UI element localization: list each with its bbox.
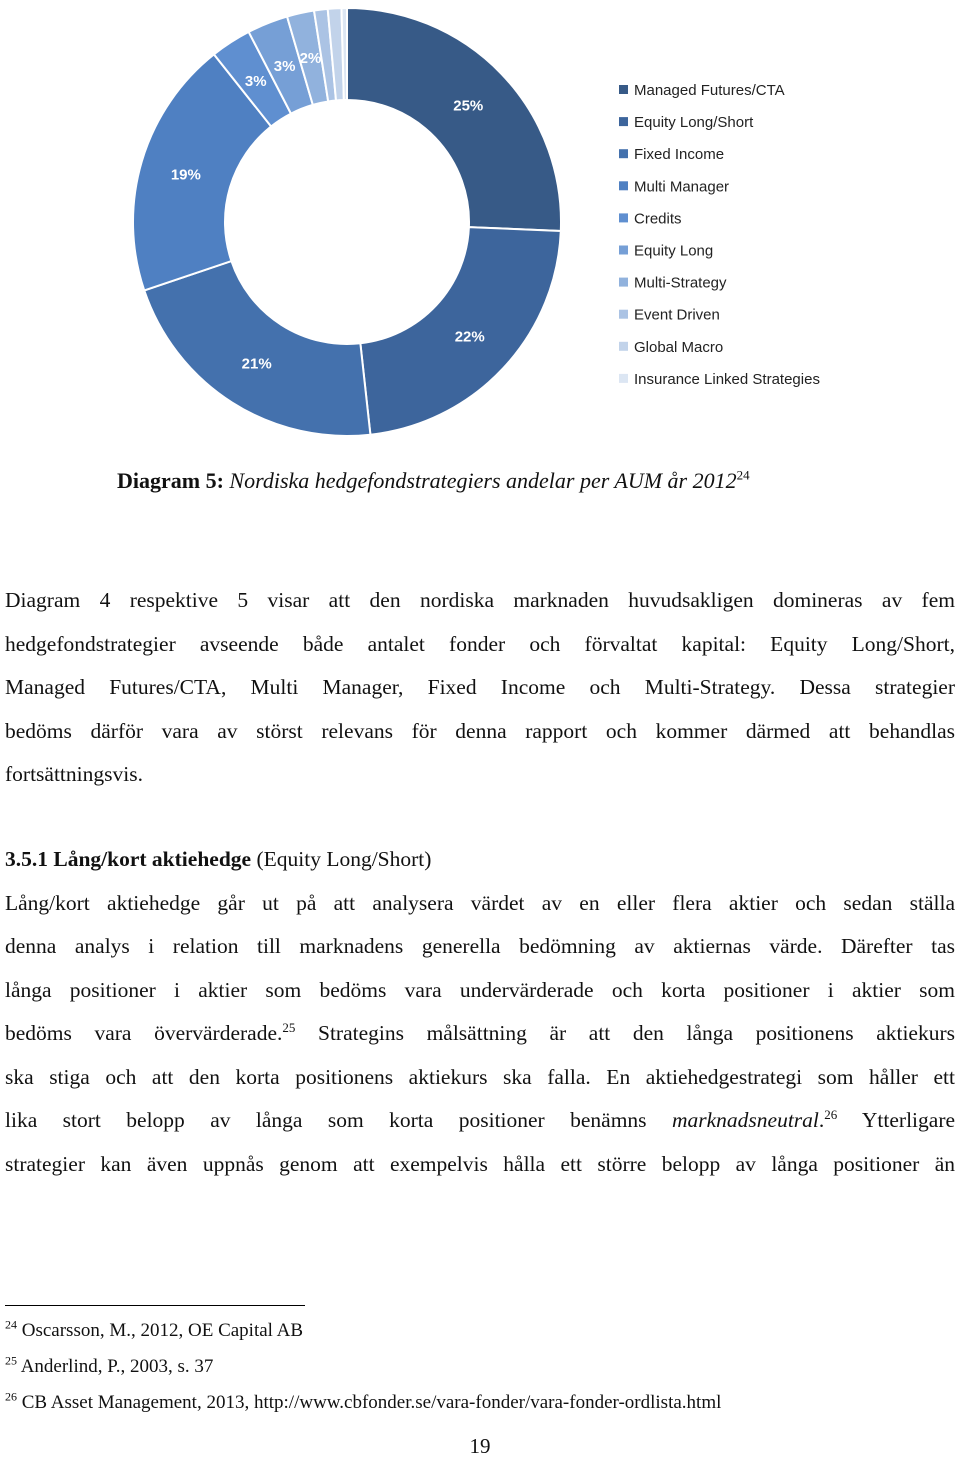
legend-swatch [619, 181, 628, 190]
footnote [5, 1353, 214, 1378]
paragraph-line: fortsättningsvis. [5, 762, 143, 786]
paragraph-line: bedöms därför vara av störst relevans för denna rapport och kommer därmed att behandlas [5, 718, 955, 743]
caption-prefix: Diagram 5: [117, 468, 224, 493]
slice-percent-label [302, 0, 323, 2]
legend-item [619, 114, 754, 131]
legend-item [619, 371, 820, 388]
legend-label: Equity Long [634, 242, 714, 260]
section-line: långa positioner i aktier som bedöms vara undervärderade och korta positioner i aktier som [5, 977, 955, 1002]
donut-slice-managed-futures-cta [347, 8, 561, 231]
section-line [5, 1012, 955, 1056]
footnote-ref-26: 26 [824, 1106, 838, 1122]
legend-label: Multi-Strategy [634, 274, 727, 292]
section-heading-rest: (Equity Long/Short) [256, 847, 432, 871]
footnote-text: Oscarsson, M., 2012, OE Capital AB [21, 1320, 304, 1341]
legend-item [619, 82, 785, 99]
slice-percent-label: 25% [453, 97, 484, 115]
donut-chart [0, 0, 960, 440]
footnote-number: 25 [5, 1353, 17, 1368]
line4-b: Strategins målsättning är att den långa positionens aktiekurs [317, 1021, 955, 1045]
legend-item [619, 243, 713, 260]
legend-item [619, 146, 724, 163]
section-long-short [5, 838, 955, 1186]
footnote-ref-25: 25 [282, 1019, 296, 1035]
line4-a: bedöms vara övervärderade. [5, 1021, 283, 1045]
footnote [5, 1389, 722, 1414]
legend-swatch [619, 310, 628, 319]
figure-caption [117, 468, 750, 494]
slice-percent-label: 3% [273, 58, 296, 76]
legend-swatch [619, 117, 628, 126]
section-line: strategier kan även uppnås genom att exempelvis hålla ett större belopp av långa positioner än [5, 1151, 955, 1176]
legend-item [619, 275, 727, 292]
section-line: ska stiga och att den korta positionens aktiekurs ska falla. En aktiehedgestrategi som håller ett [5, 1064, 955, 1089]
slice-percent-label: 22% [454, 328, 485, 346]
legend-label: Insurance Linked Strategies [634, 370, 820, 388]
legend-swatch [619, 374, 628, 383]
legend-label: Equity Long/Short [634, 114, 754, 132]
slice-percent-label: 21% [241, 355, 272, 373]
legend-swatch [619, 149, 628, 158]
line6-dot: . [818, 1108, 825, 1132]
section-line [5, 1099, 955, 1143]
donut-slices [133, 8, 561, 436]
legend-item [619, 178, 729, 195]
legend-swatch [619, 85, 628, 94]
paragraph-line: Diagram 4 respektive 5 visar att den nordiska marknaden huvudsakligen domineras av fem [5, 588, 955, 612]
paragraph-line: hedgefondstrategier avseende både antalet fonder och förvaltat kapital: Equity Long/Short, [5, 631, 955, 656]
footnote-number: 24 [5, 1317, 17, 1332]
section-line: denna analys i relation till marknadens generella bedömning av aktiernas värde. Därefter tas [5, 934, 955, 958]
legend-label: Fixed Income [634, 146, 725, 164]
legend-label: Multi Manager [634, 178, 730, 196]
caption-footnote-ref: 24 [736, 467, 750, 483]
paragraph-line: Managed Futures/CTA, Multi Manager, Fixed Income och Multi-Strategy. Dessa strategier [5, 675, 955, 699]
slice-percent-label: 19% [170, 166, 201, 184]
legend-item [619, 339, 723, 356]
legend-item [619, 210, 682, 227]
footnote-text: CB Asset Management, 2013, http://www.cbfonder.se/vara-fonder/vara-fonder-ordlista.html [21, 1392, 722, 1413]
legend-label: Credits [634, 210, 682, 228]
slice-percent-label: 2% [299, 50, 322, 68]
intro-paragraph [5, 579, 955, 797]
legend-swatch [619, 246, 628, 255]
caption-text: Nordiska hedgefondstrategiers andelar per AUM år 2012 [229, 468, 737, 493]
line6-b: Ytterligare [861, 1108, 956, 1132]
donut-slice-fixed-income [144, 261, 370, 436]
legend-item [619, 307, 720, 324]
page-number: 19 [469, 1434, 491, 1458]
legend-swatch [619, 342, 628, 351]
legend-label: Global Macro [634, 338, 724, 356]
footnote-text: Anderlind, P., 2003, s. 37 [20, 1356, 214, 1377]
legend-label: Managed Futures/CTA [634, 82, 785, 99]
section-heading [5, 838, 955, 882]
line6-a: lika stort belopp av långa som korta positioner benämns [5, 1108, 647, 1132]
footnote [5, 1317, 304, 1342]
slice-percent-label: 3% [244, 72, 267, 90]
term-marknadsneutral: marknadsneutral [671, 1108, 819, 1132]
footnote-divider [5, 1305, 305, 1306]
section-line: Lång/kort aktiehedge går ut på att analysera värdet av en eller flera aktier och sedan ställa [5, 890, 955, 915]
footnote-number: 26 [5, 1389, 17, 1404]
section-heading-bold: 3.5.1 Lång/kort aktiehedge [5, 847, 252, 871]
legend [619, 82, 820, 388]
legend-label: Event Driven [634, 306, 720, 324]
legend-swatch [619, 213, 628, 222]
legend-swatch [619, 278, 628, 287]
